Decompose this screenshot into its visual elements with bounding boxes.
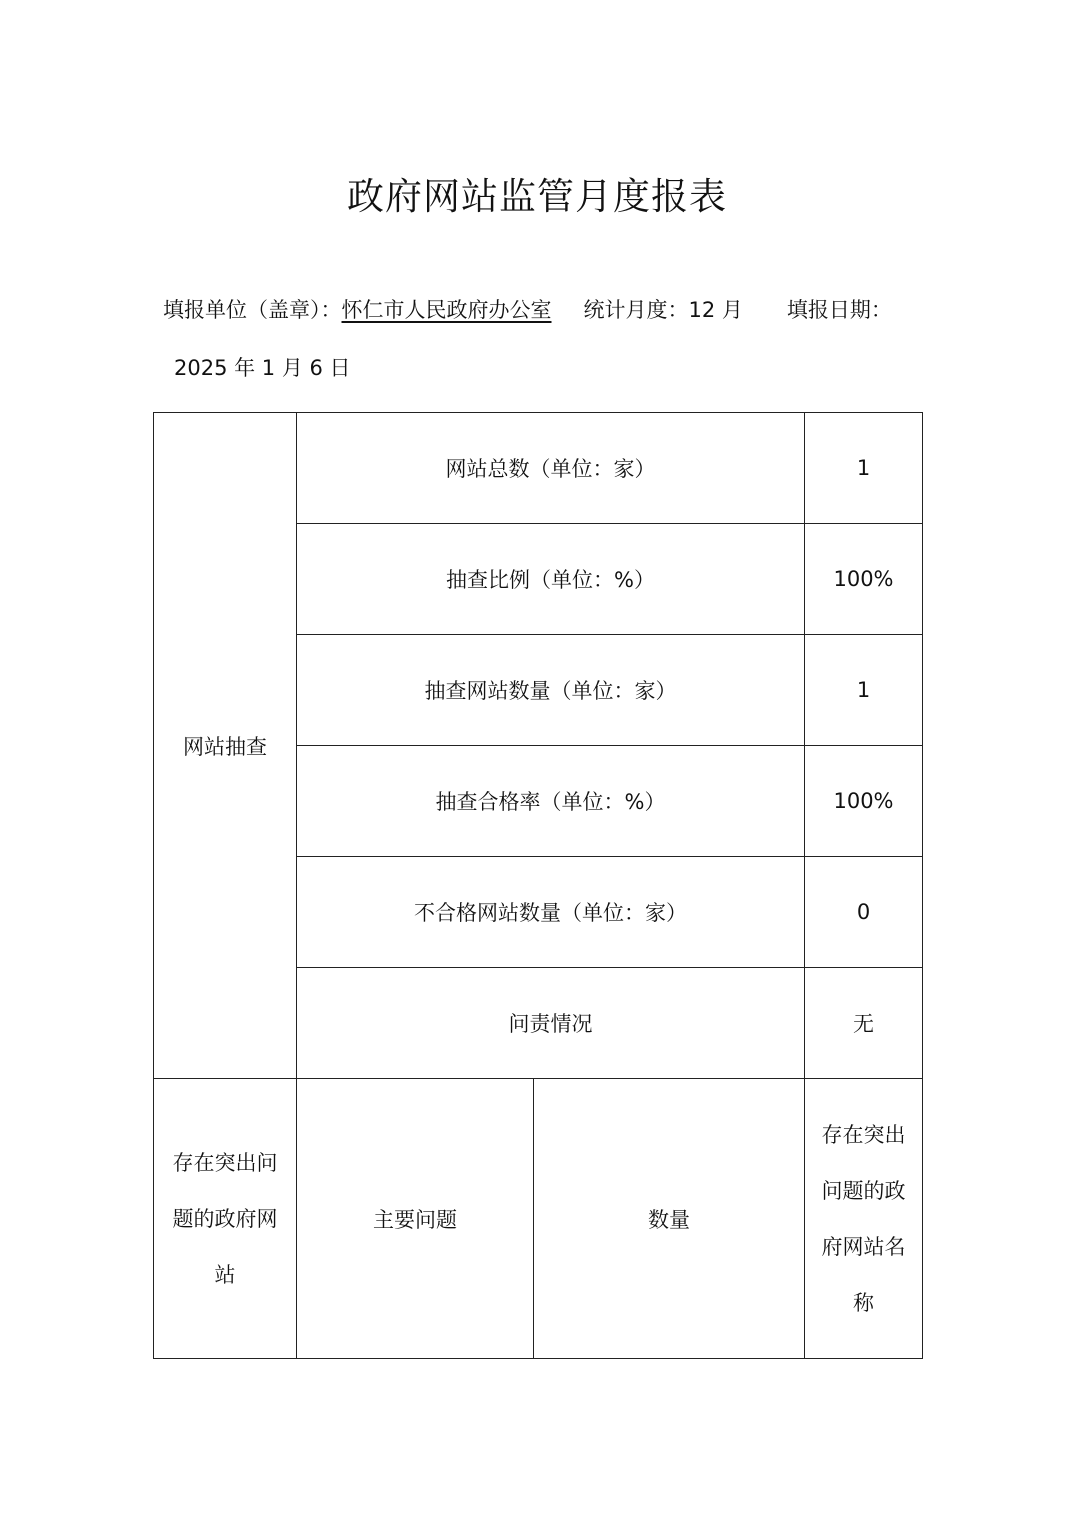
header-line: 问题的政 (821, 1178, 906, 1203)
row-value: 100% (805, 746, 923, 857)
table-row (154, 1079, 923, 1359)
filing-unit-value: 怀仁市人民政府办公室 (341, 298, 552, 322)
section-header-spot-check: 网站抽查 (154, 413, 297, 1079)
header-line: 府网站名 (821, 1234, 906, 1259)
report-table (153, 412, 923, 1359)
header-line: 称 (853, 1290, 874, 1315)
table-row (154, 413, 923, 524)
column-header-count: 数量 (534, 1079, 805, 1359)
report-title: 政府网站监管月度报表 (347, 175, 727, 218)
report-meta-line-1 (163, 295, 892, 325)
header-line: 存在突出问 (172, 1150, 278, 1175)
row-label: 抽查合格率（单位：%） (297, 746, 805, 857)
column-header-main-issue: 主要问题 (297, 1079, 534, 1359)
row-value: 100% (805, 524, 923, 635)
row-label: 网站总数（单位：家） (297, 413, 805, 524)
stat-month-label: 统计月度： (583, 298, 689, 322)
stat-month-value: 12 月 (688, 298, 743, 322)
header-line: 存在突出 (821, 1122, 906, 1147)
row-value: 无 (805, 968, 923, 1079)
row-value: 1 (805, 413, 923, 524)
row-label: 抽查比例（单位：%） (297, 524, 805, 635)
row-label: 不合格网站数量（单位：家） (297, 857, 805, 968)
row-label: 抽查网站数量（单位：家） (297, 635, 805, 746)
row-value: 1 (805, 635, 923, 746)
report-meta-line-2 (174, 353, 351, 383)
fill-date-label: 填报日期： (786, 298, 892, 322)
column-header-site-name (805, 1079, 923, 1359)
header-line: 题的政府网 (172, 1206, 278, 1231)
row-label: 问责情况 (297, 968, 805, 1079)
header-line: 站 (214, 1262, 236, 1287)
row-value: 0 (805, 857, 923, 968)
filing-unit-label: 填报单位（盖章）： (163, 298, 342, 322)
section-header-problem-sites (154, 1079, 297, 1359)
fill-date-value: 2025 年 1 月 6 日 (174, 356, 351, 380)
